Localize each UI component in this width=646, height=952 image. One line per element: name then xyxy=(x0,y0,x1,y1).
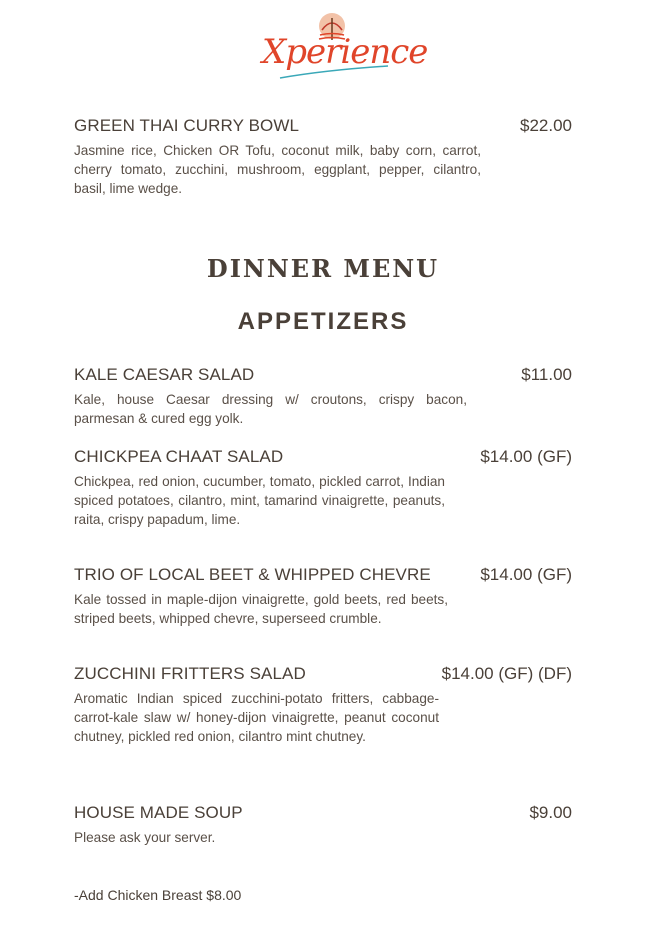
item-name: GREEN THAI CURRY BOWL xyxy=(74,116,300,135)
brand-wordmark: Xperience xyxy=(262,32,428,72)
menu-item-trio-beet xyxy=(74,565,572,628)
item-name: TRIO OF LOCAL BEET & WHIPPED CHEVRE xyxy=(74,565,431,584)
item-description: Kale tossed in maple-dijon vinaigrette, gold beets, red beets, striped beets, whipped chevre, superseed crumble. xyxy=(74,592,448,626)
item-price: $9.00 xyxy=(529,803,572,822)
item-price: $22.00 xyxy=(520,116,572,135)
item-name: HOUSE MADE SOUP xyxy=(74,803,243,822)
item-description: Chickpea, red onion, cucumber, tomato, pickled carrot, Indian spiced potatoes, cilantro, mint, tamarind vinaigrette, peanuts, raita, crispy papadum, lime. xyxy=(74,474,445,527)
menu-item-zucchini-fritters xyxy=(74,664,572,746)
item-description: Please ask your server. xyxy=(74,830,216,845)
item-price: $14.00 (GF) (DF) xyxy=(441,664,572,683)
item-name: ZUCCHINI FRITTERS SALAD xyxy=(74,664,306,683)
menu-item-green-thai-curry xyxy=(74,116,572,198)
appetizers-heading: APPETIZERS xyxy=(237,308,409,335)
item-description: Jasmine rice, Chicken OR Tofu, coconut milk, baby corn, carrot, cherry tomato, zucchini, mushroom, eggplant, pepper, cilantro, basil, lime wedge. xyxy=(74,143,481,196)
dinner-menu-heading: DINNER MENU xyxy=(206,254,440,283)
item-description: Aromatic Indian spiced zucchini-potato fritters, cabbage-carrot-kale slaw w/ honey-dijon vinaigrette, peanut coconut chutney, pickled red onion, cilantro mint chutney. xyxy=(74,691,439,744)
item-price: $14.00 (GF) xyxy=(480,447,572,466)
item-price: $11.00 xyxy=(521,365,572,384)
menu-item-kale-caesar xyxy=(74,365,572,428)
addon-note: -Add Chicken Breast $8.00 xyxy=(74,887,242,903)
item-description: Kale, house Caesar dressing w/ croutons, crispy bacon, parmesan & cured egg yolk. xyxy=(74,392,467,426)
menu-item-house-soup xyxy=(74,803,572,847)
item-name: KALE CAESAR SALAD xyxy=(74,365,255,384)
brand-logo xyxy=(256,10,428,90)
item-name: CHICKPEA CHAAT SALAD xyxy=(74,447,284,466)
item-price: $14.00 (GF) xyxy=(480,565,572,584)
menu-item-chickpea-chaat xyxy=(74,447,572,529)
